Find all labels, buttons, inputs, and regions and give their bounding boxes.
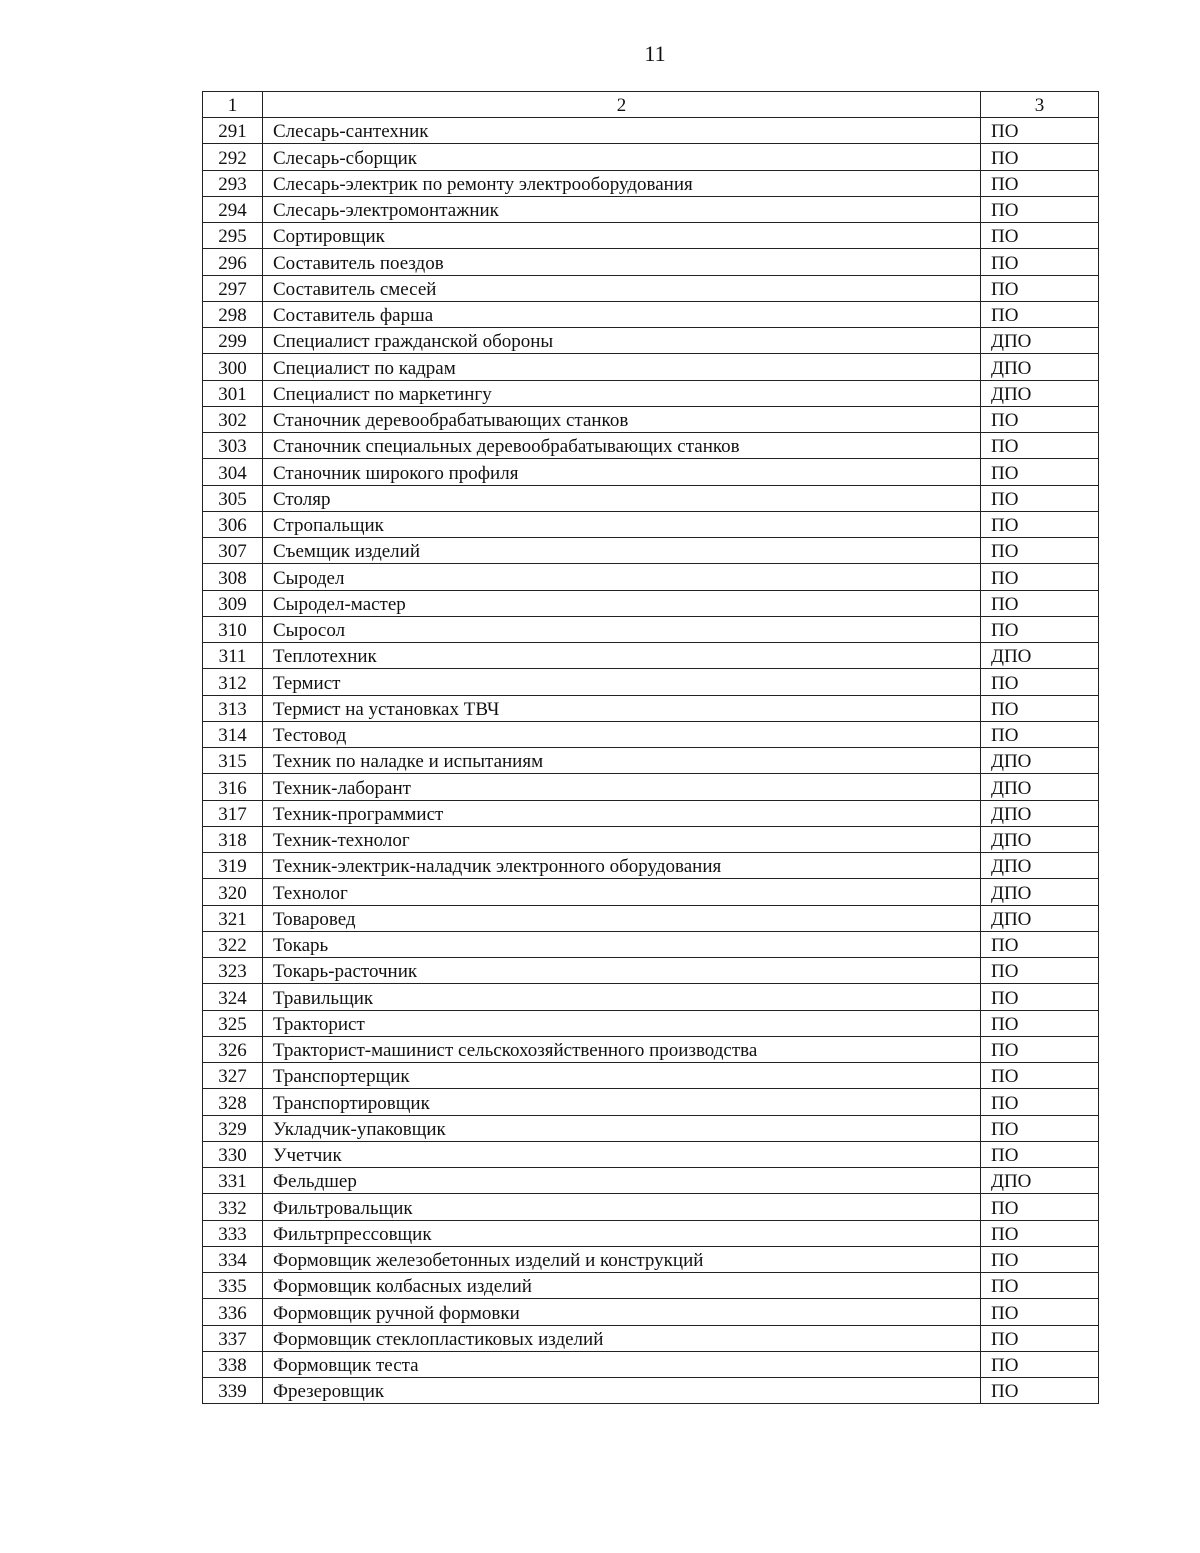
education-type-cell: ПО bbox=[981, 1246, 1099, 1272]
row-number-cell: 336 bbox=[203, 1299, 263, 1325]
row-number-cell: 296 bbox=[203, 249, 263, 275]
table-row bbox=[203, 1141, 1099, 1167]
profession-name-cell: Токарь bbox=[263, 931, 981, 957]
education-type-cell: ПО bbox=[981, 1351, 1099, 1377]
table-row bbox=[203, 1063, 1099, 1089]
education-type-cell: ПО bbox=[981, 118, 1099, 144]
profession-name-cell: Фильтрпрессовщик bbox=[263, 1220, 981, 1246]
education-type-cell: ДПО bbox=[981, 1168, 1099, 1194]
row-number-cell: 298 bbox=[203, 301, 263, 327]
education-type-cell: ПО bbox=[981, 433, 1099, 459]
row-number-cell: 332 bbox=[203, 1194, 263, 1220]
row-number-cell: 338 bbox=[203, 1351, 263, 1377]
profession-name-cell: Формовщик железобетонных изделий и конструкций bbox=[263, 1246, 981, 1272]
table-row bbox=[203, 1168, 1099, 1194]
education-type-cell: ДПО bbox=[981, 853, 1099, 879]
profession-name-cell: Сыросол bbox=[263, 616, 981, 642]
education-type-cell: ПО bbox=[981, 406, 1099, 432]
table-row bbox=[203, 1220, 1099, 1246]
education-type-cell: ПО bbox=[981, 538, 1099, 564]
table-row bbox=[203, 485, 1099, 511]
education-type-cell: ПО bbox=[981, 1325, 1099, 1351]
table-row bbox=[203, 1351, 1099, 1377]
row-number-cell: 337 bbox=[203, 1325, 263, 1351]
table-row bbox=[203, 170, 1099, 196]
profession-name-cell: Тракторист bbox=[263, 1010, 981, 1036]
row-number-cell: 295 bbox=[203, 223, 263, 249]
education-type-cell: ПО bbox=[981, 1378, 1099, 1404]
table-row bbox=[203, 433, 1099, 459]
row-number-cell: 322 bbox=[203, 931, 263, 957]
profession-name-cell: Техник по наладке и испытаниям bbox=[263, 748, 981, 774]
row-number-cell: 328 bbox=[203, 1089, 263, 1115]
table-row bbox=[203, 643, 1099, 669]
table-row bbox=[203, 406, 1099, 432]
table-row bbox=[203, 800, 1099, 826]
profession-name-cell: Термист bbox=[263, 669, 981, 695]
table-row bbox=[203, 1010, 1099, 1036]
profession-name-cell: Фельдшер bbox=[263, 1168, 981, 1194]
row-number-cell: 325 bbox=[203, 1010, 263, 1036]
table-row bbox=[203, 774, 1099, 800]
table-row bbox=[203, 275, 1099, 301]
table-row bbox=[203, 144, 1099, 170]
profession-name-cell: Слесарь-электромонтажник bbox=[263, 196, 981, 222]
table-row bbox=[203, 459, 1099, 485]
table-row bbox=[203, 1089, 1099, 1115]
profession-name-cell: Составитель фарша bbox=[263, 301, 981, 327]
row-number-cell: 334 bbox=[203, 1246, 263, 1272]
education-type-cell: ДПО bbox=[981, 380, 1099, 406]
table-row bbox=[203, 511, 1099, 537]
table-row bbox=[203, 669, 1099, 695]
table-row bbox=[203, 223, 1099, 249]
profession-name-cell: Формовщик ручной формовки bbox=[263, 1299, 981, 1325]
professions-table bbox=[202, 91, 1099, 1404]
table-row bbox=[203, 1273, 1099, 1299]
table-row bbox=[203, 1036, 1099, 1062]
education-type-cell: ПО bbox=[981, 695, 1099, 721]
education-type-cell: ДПО bbox=[981, 905, 1099, 931]
table-header-row bbox=[203, 92, 1099, 118]
profession-name-cell: Техник-лаборант bbox=[263, 774, 981, 800]
row-number-cell: 327 bbox=[203, 1063, 263, 1089]
row-number-cell: 305 bbox=[203, 485, 263, 511]
table-row bbox=[203, 1325, 1099, 1351]
education-type-cell: ПО bbox=[981, 958, 1099, 984]
profession-name-cell: Теплотехник bbox=[263, 643, 981, 669]
row-number-cell: 310 bbox=[203, 616, 263, 642]
education-type-cell: ПО bbox=[981, 1089, 1099, 1115]
education-type-cell: ПО bbox=[981, 144, 1099, 170]
education-type-cell: ПО bbox=[981, 249, 1099, 275]
row-number-cell: 291 bbox=[203, 118, 263, 144]
education-type-cell: ПО bbox=[981, 1299, 1099, 1325]
profession-name-cell: Фильтровальщик bbox=[263, 1194, 981, 1220]
row-number-cell: 292 bbox=[203, 144, 263, 170]
education-type-cell: ПО bbox=[981, 1115, 1099, 1141]
table-row bbox=[203, 328, 1099, 354]
education-type-cell: ПО bbox=[981, 1273, 1099, 1299]
education-type-cell: ПО bbox=[981, 511, 1099, 537]
profession-name-cell: Тракторист-машинист сельскохозяйственного производства bbox=[263, 1036, 981, 1062]
table-row bbox=[203, 380, 1099, 406]
table-row bbox=[203, 748, 1099, 774]
profession-name-cell: Токарь-расточник bbox=[263, 958, 981, 984]
table-row bbox=[203, 853, 1099, 879]
column-header-number: 1 bbox=[203, 92, 263, 118]
row-number-cell: 313 bbox=[203, 695, 263, 721]
row-number-cell: 311 bbox=[203, 643, 263, 669]
table-row bbox=[203, 1246, 1099, 1272]
profession-name-cell: Съемщик изделий bbox=[263, 538, 981, 564]
education-type-cell: ПО bbox=[981, 564, 1099, 590]
education-type-cell: ПО bbox=[981, 1220, 1099, 1246]
profession-name-cell: Сыродел-мастер bbox=[263, 590, 981, 616]
row-number-cell: 307 bbox=[203, 538, 263, 564]
row-number-cell: 331 bbox=[203, 1168, 263, 1194]
table-row bbox=[203, 958, 1099, 984]
profession-name-cell: Станочник деревообрабатывающих станков bbox=[263, 406, 981, 432]
education-type-cell: ПО bbox=[981, 616, 1099, 642]
table-row bbox=[203, 695, 1099, 721]
profession-name-cell: Укладчик-упаковщик bbox=[263, 1115, 981, 1141]
table-row bbox=[203, 984, 1099, 1010]
profession-name-cell: Техник-технолог bbox=[263, 826, 981, 852]
row-number-cell: 333 bbox=[203, 1220, 263, 1246]
row-number-cell: 330 bbox=[203, 1141, 263, 1167]
education-type-cell: ПО bbox=[981, 301, 1099, 327]
profession-name-cell: Техник-электрик-наладчик электронного оборудования bbox=[263, 853, 981, 879]
table-row bbox=[203, 879, 1099, 905]
row-number-cell: 302 bbox=[203, 406, 263, 432]
education-type-cell: ПО bbox=[981, 1141, 1099, 1167]
row-number-cell: 315 bbox=[203, 748, 263, 774]
table-row bbox=[203, 249, 1099, 275]
profession-name-cell: Столяр bbox=[263, 485, 981, 511]
table-row bbox=[203, 538, 1099, 564]
profession-name-cell: Травильщик bbox=[263, 984, 981, 1010]
row-number-cell: 326 bbox=[203, 1036, 263, 1062]
profession-name-cell: Специалист гражданской обороны bbox=[263, 328, 981, 354]
education-type-cell: ПО bbox=[981, 1194, 1099, 1220]
row-number-cell: 324 bbox=[203, 984, 263, 1010]
education-type-cell: ДПО bbox=[981, 328, 1099, 354]
profession-name-cell: Техник-программист bbox=[263, 800, 981, 826]
row-number-cell: 314 bbox=[203, 721, 263, 747]
table-row bbox=[203, 118, 1099, 144]
profession-name-cell: Специалист по маркетингу bbox=[263, 380, 981, 406]
profession-name-cell: Формовщик теста bbox=[263, 1351, 981, 1377]
education-type-cell: ПО bbox=[981, 485, 1099, 511]
table-row bbox=[203, 564, 1099, 590]
education-type-cell: ПО bbox=[981, 170, 1099, 196]
education-type-cell: ПО bbox=[981, 721, 1099, 747]
row-number-cell: 297 bbox=[203, 275, 263, 301]
table-row bbox=[203, 1299, 1099, 1325]
profession-name-cell: Сыродел bbox=[263, 564, 981, 590]
row-number-cell: 323 bbox=[203, 958, 263, 984]
profession-name-cell: Транспортировщик bbox=[263, 1089, 981, 1115]
row-number-cell: 335 bbox=[203, 1273, 263, 1299]
education-type-cell: ПО bbox=[981, 196, 1099, 222]
education-type-cell: ПО bbox=[981, 1010, 1099, 1036]
education-type-cell: ДПО bbox=[981, 800, 1099, 826]
table-row bbox=[203, 931, 1099, 957]
profession-name-cell: Слесарь-электрик по ремонту электрооборудования bbox=[263, 170, 981, 196]
table-row bbox=[203, 905, 1099, 931]
education-type-cell: ДПО bbox=[981, 748, 1099, 774]
profession-name-cell: Технолог bbox=[263, 879, 981, 905]
profession-name-cell: Термист на установках ТВЧ bbox=[263, 695, 981, 721]
profession-name-cell: Специалист по кадрам bbox=[263, 354, 981, 380]
row-number-cell: 329 bbox=[203, 1115, 263, 1141]
row-number-cell: 319 bbox=[203, 853, 263, 879]
table-row bbox=[203, 1115, 1099, 1141]
row-number-cell: 301 bbox=[203, 380, 263, 406]
row-number-cell: 320 bbox=[203, 879, 263, 905]
row-number-cell: 309 bbox=[203, 590, 263, 616]
profession-name-cell: Товаровед bbox=[263, 905, 981, 931]
table-row bbox=[203, 1194, 1099, 1220]
profession-name-cell: Слесарь-сборщик bbox=[263, 144, 981, 170]
education-type-cell: ДПО bbox=[981, 826, 1099, 852]
profession-name-cell: Составитель поездов bbox=[263, 249, 981, 275]
education-type-cell: ПО bbox=[981, 275, 1099, 301]
education-type-cell: ПО bbox=[981, 984, 1099, 1010]
education-type-cell: ПО bbox=[981, 669, 1099, 695]
profession-name-cell: Слесарь-сантехник bbox=[263, 118, 981, 144]
education-type-cell: ПО bbox=[981, 590, 1099, 616]
profession-name-cell: Формовщик колбасных изделий bbox=[263, 1273, 981, 1299]
education-type-cell: ПО bbox=[981, 1036, 1099, 1062]
row-number-cell: 304 bbox=[203, 459, 263, 485]
profession-name-cell: Станочник широкого профиля bbox=[263, 459, 981, 485]
row-number-cell: 293 bbox=[203, 170, 263, 196]
profession-name-cell: Стропальщик bbox=[263, 511, 981, 537]
row-number-cell: 306 bbox=[203, 511, 263, 537]
page-number: 11 bbox=[644, 41, 666, 66]
profession-name-cell: Учетчик bbox=[263, 1141, 981, 1167]
education-type-cell: ДПО bbox=[981, 354, 1099, 380]
row-number-cell: 303 bbox=[203, 433, 263, 459]
profession-name-cell: Формовщик стеклопластиковых изделий bbox=[263, 1325, 981, 1351]
profession-name-cell: Тестовод bbox=[263, 721, 981, 747]
profession-name-cell: Транспортерщик bbox=[263, 1063, 981, 1089]
row-number-cell: 318 bbox=[203, 826, 263, 852]
education-type-cell: ПО bbox=[981, 1063, 1099, 1089]
education-type-cell: ДПО bbox=[981, 879, 1099, 905]
table-row bbox=[203, 590, 1099, 616]
education-type-cell: ПО bbox=[981, 459, 1099, 485]
column-header-education-type: 3 bbox=[981, 92, 1099, 118]
education-type-cell: ДПО bbox=[981, 643, 1099, 669]
row-number-cell: 321 bbox=[203, 905, 263, 931]
profession-name-cell: Сортировщик bbox=[263, 223, 981, 249]
table-body bbox=[203, 118, 1099, 1404]
row-number-cell: 339 bbox=[203, 1378, 263, 1404]
row-number-cell: 294 bbox=[203, 196, 263, 222]
education-type-cell: ДПО bbox=[981, 774, 1099, 800]
row-number-cell: 316 bbox=[203, 774, 263, 800]
row-number-cell: 299 bbox=[203, 328, 263, 354]
table-row bbox=[203, 301, 1099, 327]
table-row bbox=[203, 616, 1099, 642]
education-type-cell: ПО bbox=[981, 223, 1099, 249]
education-type-cell: ПО bbox=[981, 931, 1099, 957]
profession-name-cell: Составитель смесей bbox=[263, 275, 981, 301]
table-row bbox=[203, 826, 1099, 852]
row-number-cell: 300 bbox=[203, 354, 263, 380]
row-number-cell: 308 bbox=[203, 564, 263, 590]
table-row bbox=[203, 196, 1099, 222]
table-row bbox=[203, 354, 1099, 380]
profession-name-cell: Фрезеровщик bbox=[263, 1378, 981, 1404]
table-row bbox=[203, 721, 1099, 747]
column-header-profession: 2 bbox=[263, 92, 981, 118]
profession-name-cell: Станочник специальных деревообрабатывающих станков bbox=[263, 433, 981, 459]
table-row bbox=[203, 1378, 1099, 1404]
row-number-cell: 312 bbox=[203, 669, 263, 695]
row-number-cell: 317 bbox=[203, 800, 263, 826]
